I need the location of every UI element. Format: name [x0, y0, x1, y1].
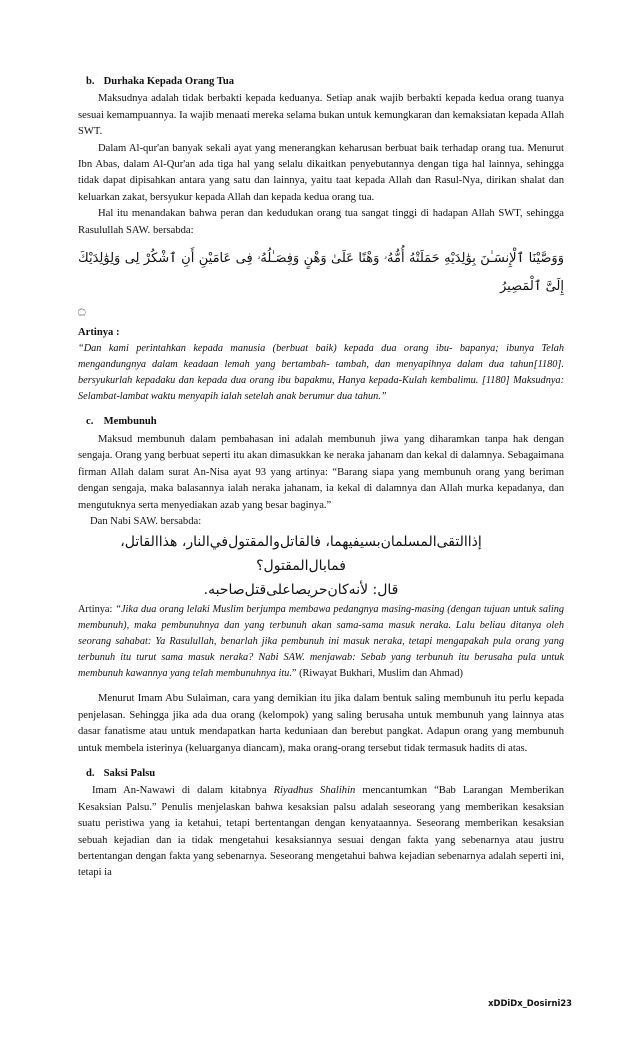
section-title: Membunuh: [103, 416, 157, 428]
paragraph: [78, 783, 564, 881]
section-heading-d: [86, 766, 564, 782]
page-footer: xDDiDx_Dosirni23: [488, 998, 572, 1008]
paragraph: Maksud membunuh dalam pembahasan ini adalah membunuh jiwa yang diharamkan tanpa hak dengan sengaja. Orang yang berbuat seperti itu akan dimasukkan ke neraka jahanam dan kekal di dalamnya. Sebagaimana firman Allah dalam surat An-Nisa ayat 93 yang artinya: “Barang siapa yang membunuh orang yang beriman dengan sengaja, maka balasannya ialah neraka jahanam, ia kekal di dalamnya dan Allah murka kepadanya, dan mengutuknya serta menyediakan azab yang besar baginya.”: [78, 433, 564, 511]
hadith-arabic-line-2: قال: لأنه‌كان‌حريصا‌على‌قتل‌صاحبه.: [203, 582, 399, 599]
artinya-label: Artinya :: [78, 327, 120, 339]
document-page: [78, 74, 564, 882]
section-label: b.: [86, 76, 95, 87]
hadith-arabic-line-1: إذاالتقى‌المسلمان‌بسيفيهما، فالقاتل‌والمقتول‌في‌النار، هذاالقاتل، فمابال‌المقتول؟: [120, 534, 482, 575]
book-title: Riyadhus Shalihin: [273, 785, 356, 797]
text: Imam An-Nawawi di dalam kitabnya: [92, 785, 274, 797]
section-heading-b: [86, 74, 564, 90]
paragraph: Menurut Imam Abu Sulaiman, cara yang demikian itu jika dalam bentuk saling membunuh itu perlu kepada penjelasan. Sehingga jika ada dua orang (kelompok) yang saling berusaha untuk membunuh yang lainnya atas dasar fanatisme atau untuk mendapatkan harta keduniaan dan berebut pangkat. Adapun orang yang membunuh untuk membela isterinya (keluarganya diancam), maka orang-orang tersebut tidak termasuk hadits di atas.: [78, 693, 564, 754]
artinya-label: Artinya:: [78, 604, 116, 616]
verse-end-mark: ۝: [78, 303, 86, 319]
section-title: Saksi Palsu: [103, 767, 156, 779]
paragraph: Dalam Al-qur'an banyak sekali ayat yang menerangkan keharusan berbuat baik terhadap orang tua. Menurut Ibn Abas, dalam Al-Qur'an ada tiga hal yang selalu dikaitkan penyebutannya dengan tiga hal lainnya, sehingga tidak dapat dipisahkan antara yang satu dan lainnya, yaitu taat kepada Allah dan Rasul-Nya, dirikan shalat dan keluarkan zakat, bersyukur kepada Allah dan kepada kedua orang tua.: [78, 142, 564, 203]
verse-translation: “Dan kami perintahkan kepada manusia (berbuat baik) kepada dua orang ibu- bapanya; ibunya Telah mengandungnya dalam keadaan lemah yang bertambah- tambah, dan menyapihnya dalam dua tahun[1180]. bersyukurlah kepadaku dan kepada dua orang ibu bapakmu, Hanya kepada-Kulah kembalimu. [1180] Maksudnya: Selambat-lambat waktu menyapih ialah setelah anak berumur dua tahun.”: [78, 343, 564, 403]
quran-verse: وَوَصَّيْنَا ٱلْإِنسَـٰنَ بِوَٰلِدَيْهِ حَمَلَتْهُ أُمُّهُۥ وَهْنًا عَلَىٰ وَهْنٍ وَفِصَـٰلُهُۥ فِى عَامَيْنِ أَنِ ٱشْكُرْ لِى وَلِوَٰلِدَيْكَ إِلَىَّ ٱلْمَصِيرُ: [78, 251, 564, 295]
translation-text: “Jika dua orang lelaki Muslim berjumpa membawa pedangnya masing-masing (dengan tujuan untuk saling membunuh), maka pembunuhnya dan yang terbunuh akan sama-sama masuk neraka. Lalu beliau ditanya oleh seorang sahabat: Ya Rasulullah, benarlah jika pembunuh ini masuk neraka, tetapi mengapakah pula orang yang terbunuh itu turut sama masuk neraka? Nabi SAW. menjawab: Sebab yang terbunuh itu berusaha pula untuk membunuh kawannya yang telah membunuhnya itu.: [78, 604, 565, 680]
section-title: Durhaka Kepada Orang Tua: [103, 76, 235, 87]
paragraph: Maksudnya adalah tidak berbakti kepada keduanya. Setiap anak wajib berbakti kepada kedua orang tuanya sesuai kemampuannya. Ia wajib menaati mereka selama bukan untuk kemungkaran dan kemaksiatan kepada Allah SWT.: [78, 93, 564, 138]
section-heading-c: [86, 414, 564, 430]
section-label: c.: [86, 416, 94, 428]
paragraph: Dan Nabi SAW. bersabda:: [90, 515, 202, 527]
paragraph: Hal itu menandakan bahwa peran dan kedudukan orang tua sangat tinggi di hadapan Allah SWT, sehingga Rasulullah SAW. bersabda:: [78, 208, 564, 236]
hadith-source: ” (Riwayat Bukhari, Muslim dan Ahmad): [291, 668, 463, 680]
section-label: d.: [86, 767, 95, 779]
text: mencantumkan “Bab Larangan Memberikan Kesaksian Palsu.” Penulis menjelaskan bahwa kesaksian palsu adalah seseorang yang memberikan kesaksian suatu peristiwa yang ia ketahui, tetapi bertentangan dengan kenyataannya. Seseorang memberikan kesaksian sebuah kejadian dan ia tidak mengetahui kesaksiannya sesuai dengan fakta yang sebenarnya atau justru bertentangan dengan fakta yang sebenarnya. Seseorang mengetahui bahwa kejadian sebenarnya adalah seperti ini, tetapi ia: [78, 785, 565, 879]
hadith-translation: [78, 602, 564, 682]
